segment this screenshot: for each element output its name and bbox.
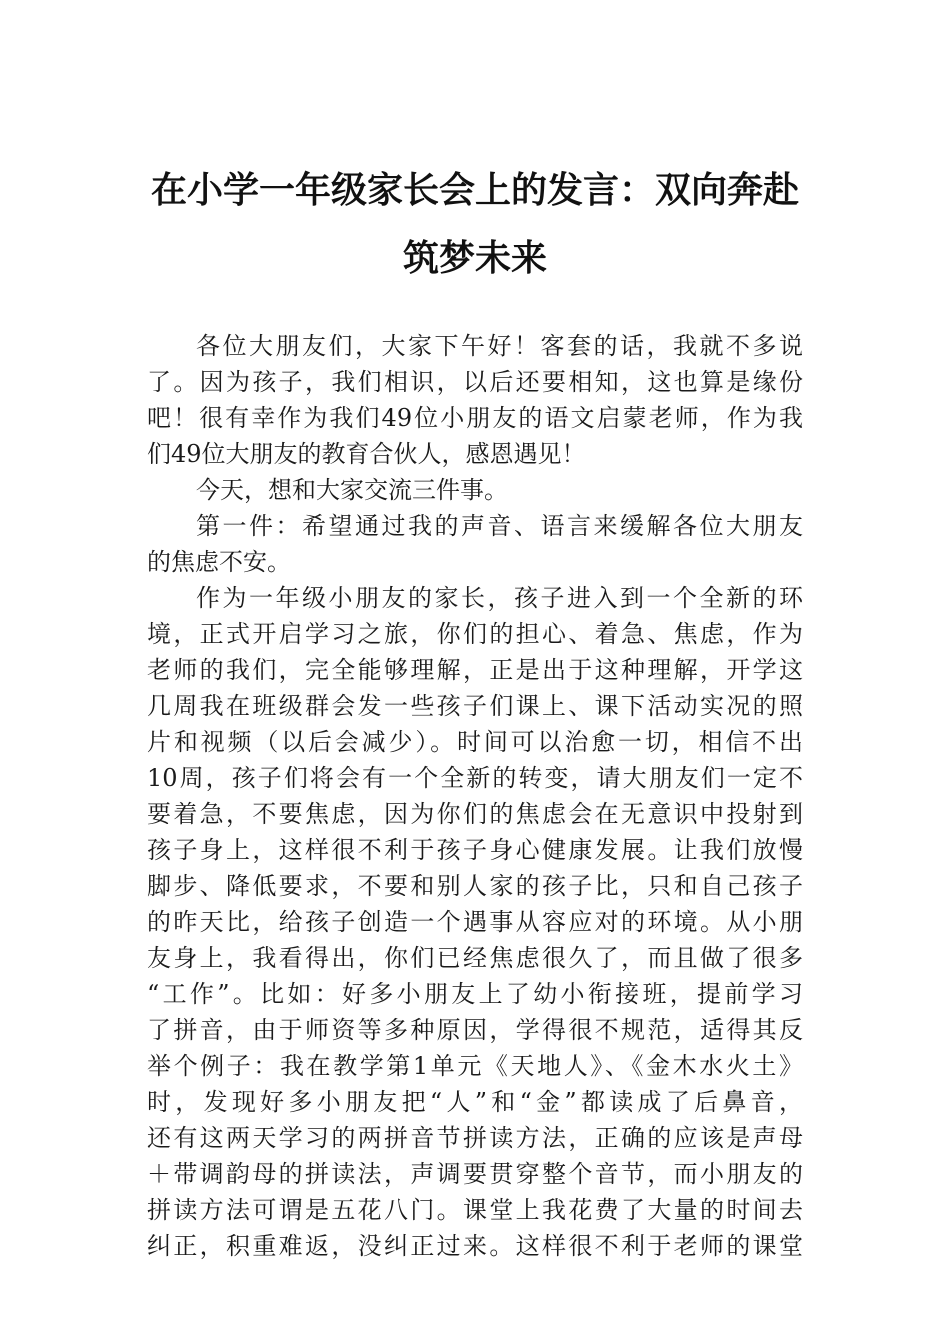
paragraph-line: “工作”。比如：好多小朋友上了幼小衔接班，提前学习 [147, 980, 803, 1008]
paragraph-line: 举个例子：我在教学第1单元《天地人》、《金木水火土》 [147, 1052, 803, 1080]
paragraph-line: 第一件：希望通过我的声音、语言来缓解各位大朋友 [196, 512, 803, 540]
paragraph-line: 作为一年级小朋友的家长，孩子进入到一个全新的环 [196, 584, 803, 612]
paragraph-line: 各位大朋友们，大家下午好！客套的话，我就不多说 [196, 332, 803, 360]
paragraph-line: ＋带调韵母的拼读法，声调要贯穿整个音节，而小朋友的 [147, 1160, 803, 1188]
paragraph-line: 孩子身上，这样很不利于孩子身心健康发展。让我们放慢 [147, 836, 803, 864]
paragraph-line: 了。因为孩子，我们相识，以后还要相知，这也算是缘份 [147, 368, 803, 396]
paragraph-line: 纠正，积重难返，没纠正过来。这样很不利于老师的课堂 [147, 1232, 803, 1260]
paragraph-line: 10周，孩子们将会有一个全新的转变，请大朋友们一定不 [147, 764, 803, 792]
paragraph-line: 境，正式开启学习之旅，你们的担心、着急、焦虑，作为 [147, 620, 803, 648]
paragraph-line: 的昨天比，给孩子创造一个遇事从容应对的环境。从小朋 [147, 908, 803, 936]
paragraph-line: 脚步、降低要求，不要和别人家的孩子比，只和自己孩子 [147, 872, 803, 900]
paragraph-line: 几周我在班级群会发一些孩子们课上、课下活动实况的照 [147, 692, 803, 720]
paragraph-line: 吧！很有幸作为我们49位小朋友的语文启蒙老师，作为我 [147, 404, 803, 432]
document-title-line-2: 筑梦未来 [402, 237, 547, 279]
document-title-line-1: 在小学一年级家长会上的发言：双向奔赴 [150, 169, 799, 211]
paragraph-line: 友身上，我看得出，你们已经焦虑很久了，而且做了很多 [147, 944, 803, 972]
paragraph-line: 们49位大朋友的教育合伙人，感恩遇见！ [147, 440, 586, 468]
paragraph-line: 老师的我们，完全能够理解，正是出于这种理解，开学这 [147, 656, 803, 684]
paragraph-line: 还有这两天学习的两拼音节拼读方法，正确的应该是声母 [147, 1124, 803, 1152]
paragraph-line: 了拼音，由于师资等多种原因，学得很不规范，适得其反 [147, 1016, 803, 1044]
paragraph-line: 时，发现好多小朋友把“人”和“金”都读成了后鼻音， [147, 1088, 803, 1116]
paragraph-line: 片和视频（以后会减少）。时间可以治愈一切，相信不出 [147, 728, 803, 756]
paragraph-line: 要着急，不要焦虑，因为你们的焦虑会在无意识中投射到 [147, 800, 803, 828]
paragraph-line: 今天，想和大家交流三件事。 [196, 476, 508, 504]
paragraph-line: 的焦虑不安。 [147, 548, 291, 576]
paragraph-line: 拼读方法可谓是五花八门。课堂上我花费了大量的时间去 [147, 1196, 803, 1224]
